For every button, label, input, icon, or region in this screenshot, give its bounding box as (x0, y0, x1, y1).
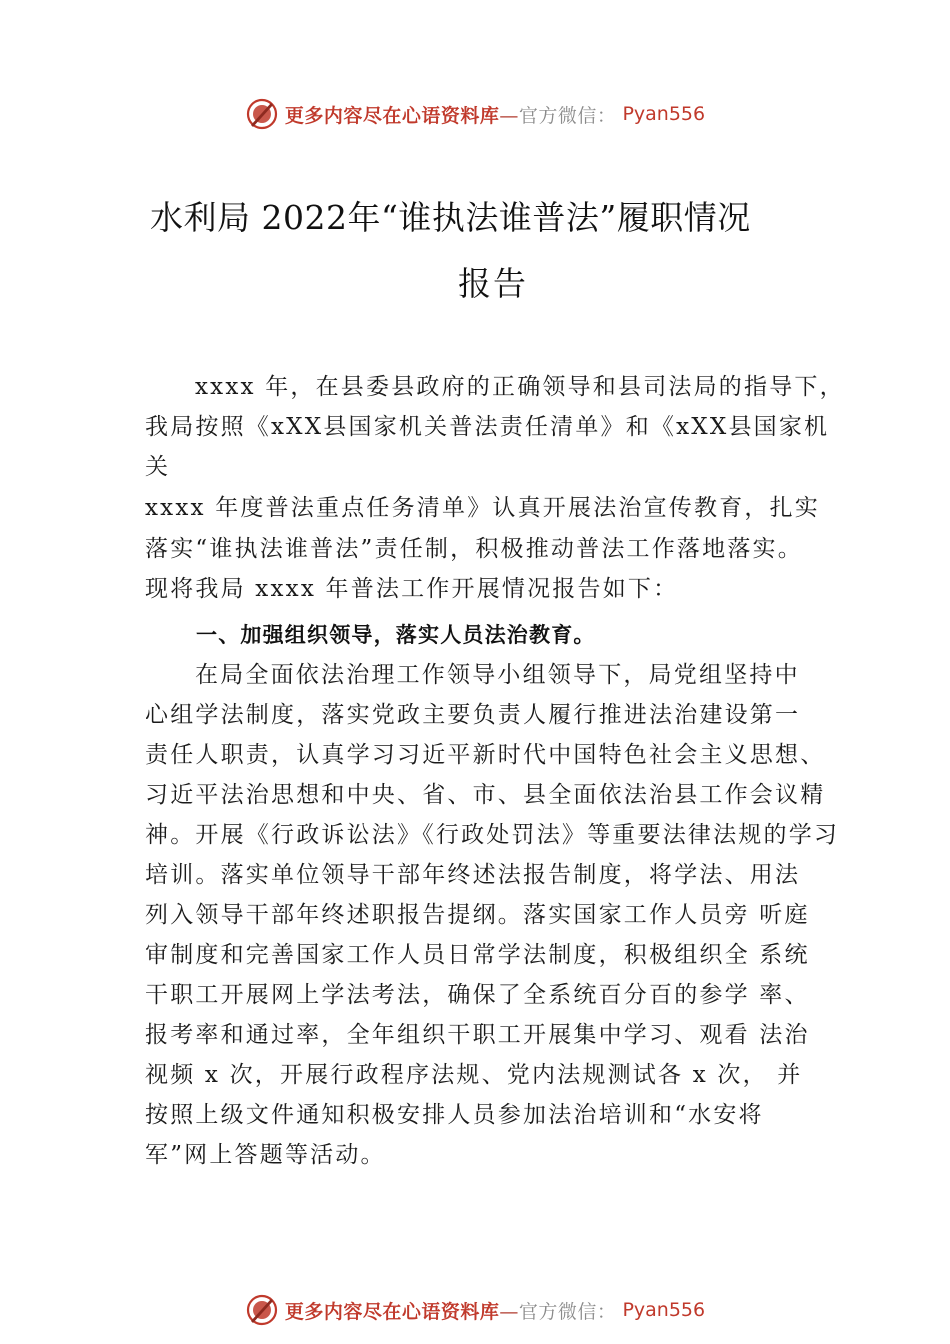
paragraph-line: 现将我局 xxxx 年普法工作开展情况报告如下： (145, 576, 679, 602)
document-title: 水利局 2022年“谁执法谁普法”履职情况 (150, 198, 751, 237)
paragraph-line: 军”网上答题等活动。 (145, 1142, 386, 1168)
paragraph-line: 干职工开展网上学法考法，确保了全系统百分百的参学 率、 (145, 982, 810, 1008)
paragraph-line: 按照上级文件通知积极安排人员参加法治培训和“水安将 (145, 1102, 764, 1128)
watermark-label: 更多内容尽在心语资料库—官方微信： (284, 1300, 617, 1323)
section-heading: 一、加强组织领导，落实人员法治教育。 (196, 623, 596, 647)
paragraph-line: 报考率和通过率，全年组织干职工开展集中学习、观看 法治 (145, 1022, 810, 1048)
watermark-label: 更多内容尽在心语资料库—官方微信： (284, 104, 617, 127)
paragraph-line: xxxx 年度普法重点任务清单》认真开展法治宣传教育，扎实 (145, 495, 820, 521)
paragraph-line: 视频 x 次，开展行政程序法规、党内法规测试各 x 次， 并 (145, 1062, 803, 1088)
document-title-continued: 报告 (458, 264, 528, 303)
quill-stamp-icon (245, 1293, 279, 1327)
paragraph-line: 我局按照《xXX县国家机关普法责任清单》和《xXX县国家机 (145, 414, 830, 440)
paragraph-line: xxxx 年，在县委县政府的正确领导和县司法局的指导下， (195, 374, 845, 400)
paragraph-line: 责任人职责，认真学习习近平新时代中国特色社会主义思想、 (145, 742, 826, 768)
watermark-handle: Pyan556 (622, 1299, 706, 1321)
paragraph-line: 培训。落实单位领导干部年终述法报告制度，将学法、用法 (145, 862, 801, 888)
quill-stamp-icon (245, 97, 279, 131)
paragraph-line: 神。开展《行政诉讼法》《行政处罚法》等重要法律法规的学习 (145, 822, 840, 848)
watermark-bottom (0, 1290, 950, 1330)
paragraph-line: 心组学法制度，落实党政主要负责人履行推进法治建设第一 (145, 702, 801, 728)
watermark-handle: Pyan556 (622, 103, 706, 125)
paragraph-line: 在局全面依法治理工作领导小组领导下，局党组坚持中 (195, 662, 800, 688)
paragraph-line: 习近平法治思想和中央、省、市、县全面依法治县工作会议精 (145, 782, 826, 808)
paragraph-line: 审制度和完善国家工作人员日常学法制度，积极组织全 系统 (145, 942, 810, 968)
watermark-top (0, 94, 950, 134)
paragraph-line: 列入领导干部年终述职报告提纲。落实国家工作人员旁 听庭 (145, 902, 810, 928)
paragraph-line: 落实“谁执法谁普法”责任制，积极推动普法工作落地落实。 (145, 536, 803, 562)
paragraph-line: 关 (145, 454, 171, 480)
